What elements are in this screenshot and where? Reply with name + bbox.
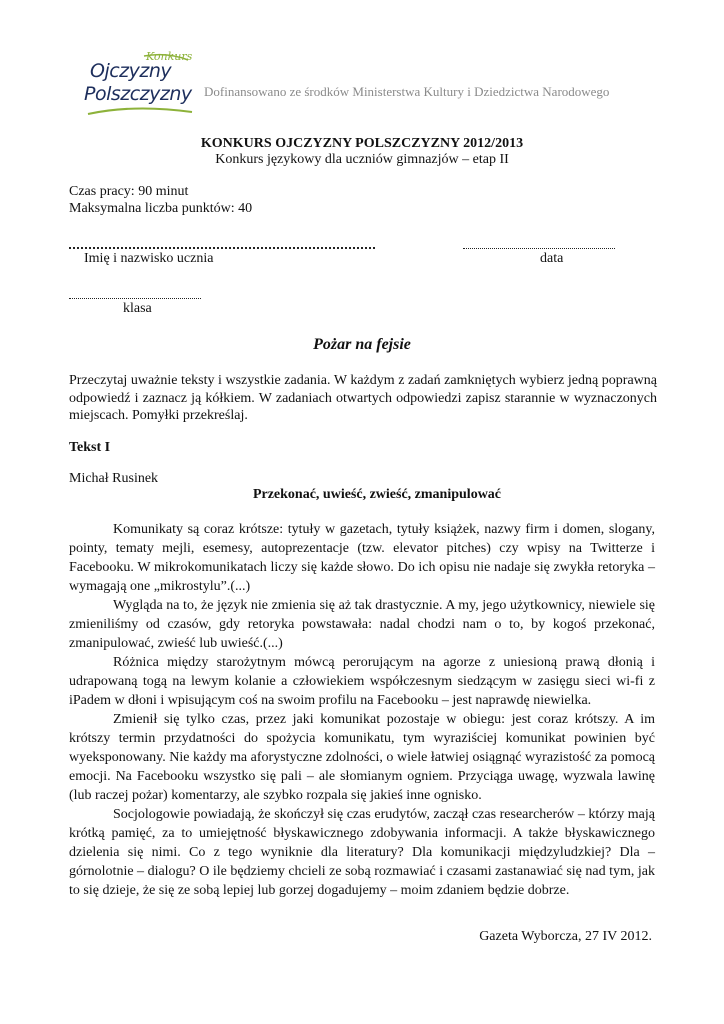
exam-max-points: Maksymalna liczba punktów: 40: [69, 201, 253, 216]
name-field-label: Imię i nazwisko ucznia: [84, 251, 214, 266]
class-field-line[interactable]: [69, 298, 201, 299]
funding-note: Dofinansowano ze środków Ministerstwa Kultury i Dziedzictwa Narodowego: [204, 84, 610, 99]
article-paragraph: Zmienił się tylko czas, przez jaki komunikat pozostaje w obiegu: jest coraz krótszy. A im krótszy termin przydatności do spożycia komunikatu, tym wyraziściej komunikat powinien być wyeksponowany. Nie każdy ma aforystyczne zdolności, o wiele łatwiej osiągnąć wyrazistość za pomocą emocji. Na Facebooku wszystko się pali – ale słomianym ogniem. Przyciąga uwagę, wyzwala lawinę (lub raczej pożar) komentarzy, ale szybko rozpala się jakieś inne ognisko.: [69, 712, 655, 803]
logo-konkurs-text: Konkurs: [146, 50, 193, 63]
article-paragraph: Różnica między starożytnym mówcą perorującym na agorze z uniesioną prawą dłonią i udrapowaną togą na lewym kolanie a człowiekiem współczesnym siedzącym w zasięgu sieci wi-fi z iPadem w dłoni i wpisującym coś na swoim profilu na Facebooku – jest naprawdę niewielka.: [69, 655, 655, 708]
name-field-line[interactable]: [69, 247, 375, 249]
contest-subtitle: Konkurs językowy dla uczniów gimnazjów – etap II: [215, 152, 509, 167]
article-body: [69, 520, 655, 900]
section-title: Pożar na fejsie: [313, 336, 411, 353]
class-field-label: klasa: [123, 301, 152, 316]
article-title: Przekonać, uwieść, zwieść, zmanipulować: [252, 487, 502, 502]
text-label: Tekst I: [69, 440, 111, 455]
date-field-label: data: [540, 251, 564, 266]
logo-line2: Polszczyzny: [84, 83, 192, 105]
exam-time: Czas pracy: 90 minut: [69, 184, 189, 199]
article-source: Gazeta Wyborcza, 27 IV 2012.: [479, 929, 652, 944]
contest-logo: [84, 50, 196, 122]
article-paragraph: Wygląda na to, że język nie zmienia się aż tak drastycznie. A my, jego użytkownicy, niewiele się zmieniliśmy od czasów, gdy retoryka powstawała: nadal chodzi nam o to, by kogoś przekonać, zmanipulować, zwieść lub uwieść.(...): [69, 598, 655, 651]
logo-line1: Ojczyzny: [90, 60, 172, 82]
article-paragraph: Socjologowie powiadają, że skończył się czas erudytów, zaczął czas researcherów – którzy mają krótką pamięć, za to umiejętność błyskawicznego zdobywania informacji. A także błyskawicznego dzielenia się nimi. Co z tego wyniknie dla literatury? Dla komunikacji międzyludzkiej? Dla – górnolotnie – dialogu? O ile będziemy chcieli ze sobą rozmawiać i czasami zastanawiać się nad tym, jak to się dzieje, że się ze sobą lepiej lub gorzej dogadujemy – moim zdaniem będzie dobrze.: [69, 807, 655, 898]
date-field-line[interactable]: [463, 248, 615, 249]
contest-title: KONKURS OJCZYZNY POLSZCZYZNY 2012/2013: [200, 136, 524, 151]
article-author: Michał Rusinek: [69, 471, 159, 486]
instructions: Przeczytaj uważnie teksty i wszystkie zadania. W każdym z zadań zamkniętych wybierz jedną poprawną odpowiedź i zaznacz ją kółkiem. W zadaniach otwartych odpowiedzi zapisz starannie w wyznaczonych miejscach. Pomyłki przekreślaj.: [69, 373, 657, 423]
article-paragraph: Komunikaty są coraz krótsze: tytuły w gazetach, tytuły książek, nazwy firm i domen, slogany, pointy, tematy mejli, esemesy, autoprezentacje (tzw. elevator pitches) czy wpisy na Twitterze i Facebooku. W mikrokomunikatach liczy się każde słowo. Do ich opisu nie nadaje się zwykła retoryka – wymagają one „mikrostylu”.(...): [69, 522, 655, 594]
